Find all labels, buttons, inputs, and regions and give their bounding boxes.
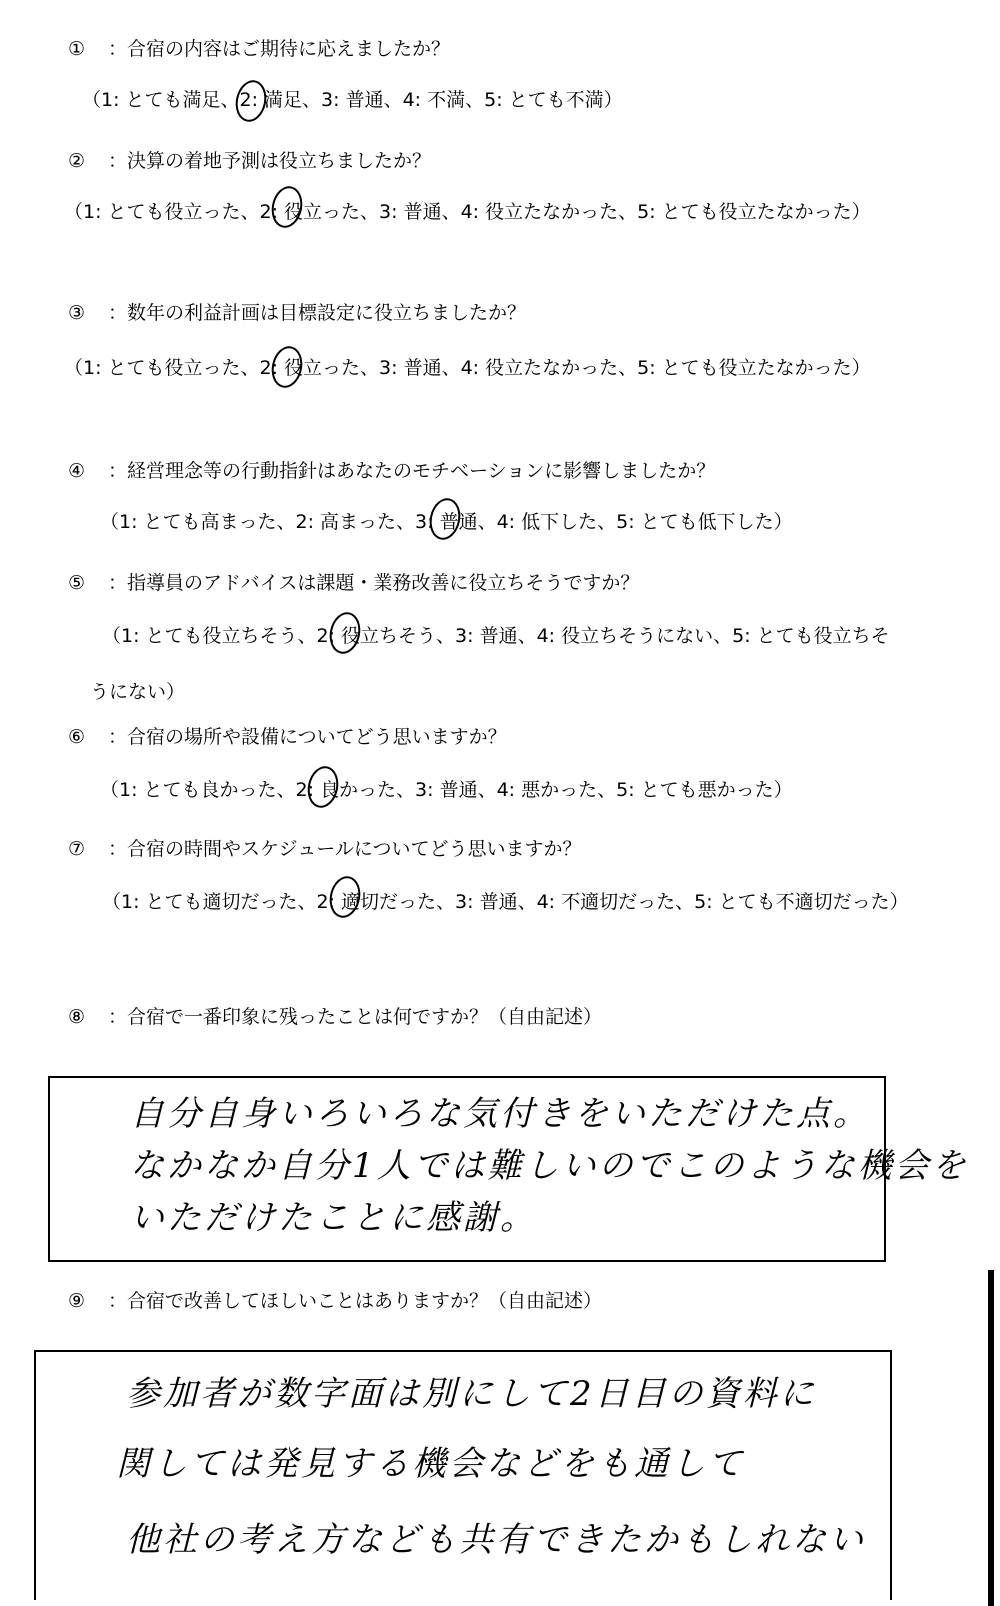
question-1 bbox=[68, 34, 450, 61]
question-4 bbox=[68, 456, 715, 483]
question-6 bbox=[68, 722, 507, 749]
answer-box-8 bbox=[48, 1076, 969, 1262]
answer-box-9 bbox=[34, 1350, 892, 1600]
question-text: ：合宿の内容はご期待に応えましたか？ bbox=[108, 38, 451, 60]
handwritten-answer-line: 参加者が数字面は別にして2日目の資料に bbox=[126, 1374, 817, 1414]
question-text: ：数年の利益計画は目標設定に役立ちましたか？ bbox=[108, 302, 527, 324]
options-4: （1: とても高まった、2: 高まった、3: 普通、4: 低下した、5: とても低下した） bbox=[100, 511, 793, 533]
question-number: ② bbox=[68, 150, 86, 172]
question-text: ：合宿の時間やスケジュールについてどう思いますか？ bbox=[108, 838, 582, 860]
question-5 bbox=[68, 568, 639, 595]
handwritten-answer-line: 自分自身いろいろな気付きをいただけた点。 bbox=[130, 1094, 870, 1134]
question-7 bbox=[68, 834, 581, 861]
question-number: ⑨ bbox=[68, 1290, 86, 1312]
question-9 bbox=[68, 1286, 602, 1313]
question-text: ：合宿の場所や設備についてどう思いますか？ bbox=[108, 726, 507, 748]
question-2 bbox=[68, 146, 431, 173]
question-number: ③ bbox=[68, 302, 86, 324]
question-number: ⑤ bbox=[68, 572, 86, 594]
question-text: ：合宿で一番印象に残ったことは何ですか？（自由記述） bbox=[108, 1006, 603, 1028]
options-5: （1: とても役立ちそう、2: 役立ちそう、3: 普通、4: 役立ちそうにない、5: とても役立ちそうにない） bbox=[90, 625, 890, 703]
options-7: （1: とても適切だった、2: 適切だった、3: 普通、4: 不適切だった、5: とても不適切だった） bbox=[102, 891, 909, 913]
question-number: ⑥ bbox=[68, 726, 86, 748]
question-text: ：合宿で改善してほしいことはありますか？（自由記述） bbox=[108, 1290, 603, 1312]
handwritten-answer-line: 他社の考え方なども共有できたかもしれない bbox=[126, 1520, 866, 1560]
scan-edge-mark bbox=[988, 1270, 994, 1606]
handwritten-answer-line: いただけたことに感謝。 bbox=[130, 1198, 537, 1238]
question-3 bbox=[68, 298, 526, 325]
question-number: ① bbox=[68, 38, 86, 60]
question-number: ④ bbox=[68, 460, 86, 482]
handwritten-answer-line: なかなか自分1人では難しいのでこのような機会を bbox=[130, 1146, 969, 1186]
options-3: （1: とても役立った、2: 役立った、3: 普通、4: 役立たなかった、5: とても役立たなかった） bbox=[64, 357, 871, 379]
question-number: ⑧ bbox=[68, 1006, 86, 1028]
question-text: ：決算の着地予測は役立ちましたか？ bbox=[108, 150, 432, 172]
options-6: （1: とても良かった、2: 良かった、3: 普通、4: 悪かった、5: とても悪かった） bbox=[100, 779, 793, 801]
options-1: （1: とても満足、2: 満足、3: 普通、4: 不満、5: とても不満） bbox=[82, 89, 623, 111]
question-number: ⑦ bbox=[68, 838, 86, 860]
question-text: ：経営理念等の行動指針はあなたのモチベーションに影響しましたか？ bbox=[108, 460, 716, 482]
handwritten-answer-line: 関しては発見する機会などをも通して bbox=[116, 1444, 745, 1484]
question-8 bbox=[68, 1002, 602, 1029]
question-text: ：指導員のアドバイスは課題・業務改善に役立ちそうですか？ bbox=[108, 572, 640, 594]
options-2: （1: とても役立った、2: 役立った、3: 普通、4: 役立たなかった、5: とても役立たなかった） bbox=[64, 201, 871, 223]
